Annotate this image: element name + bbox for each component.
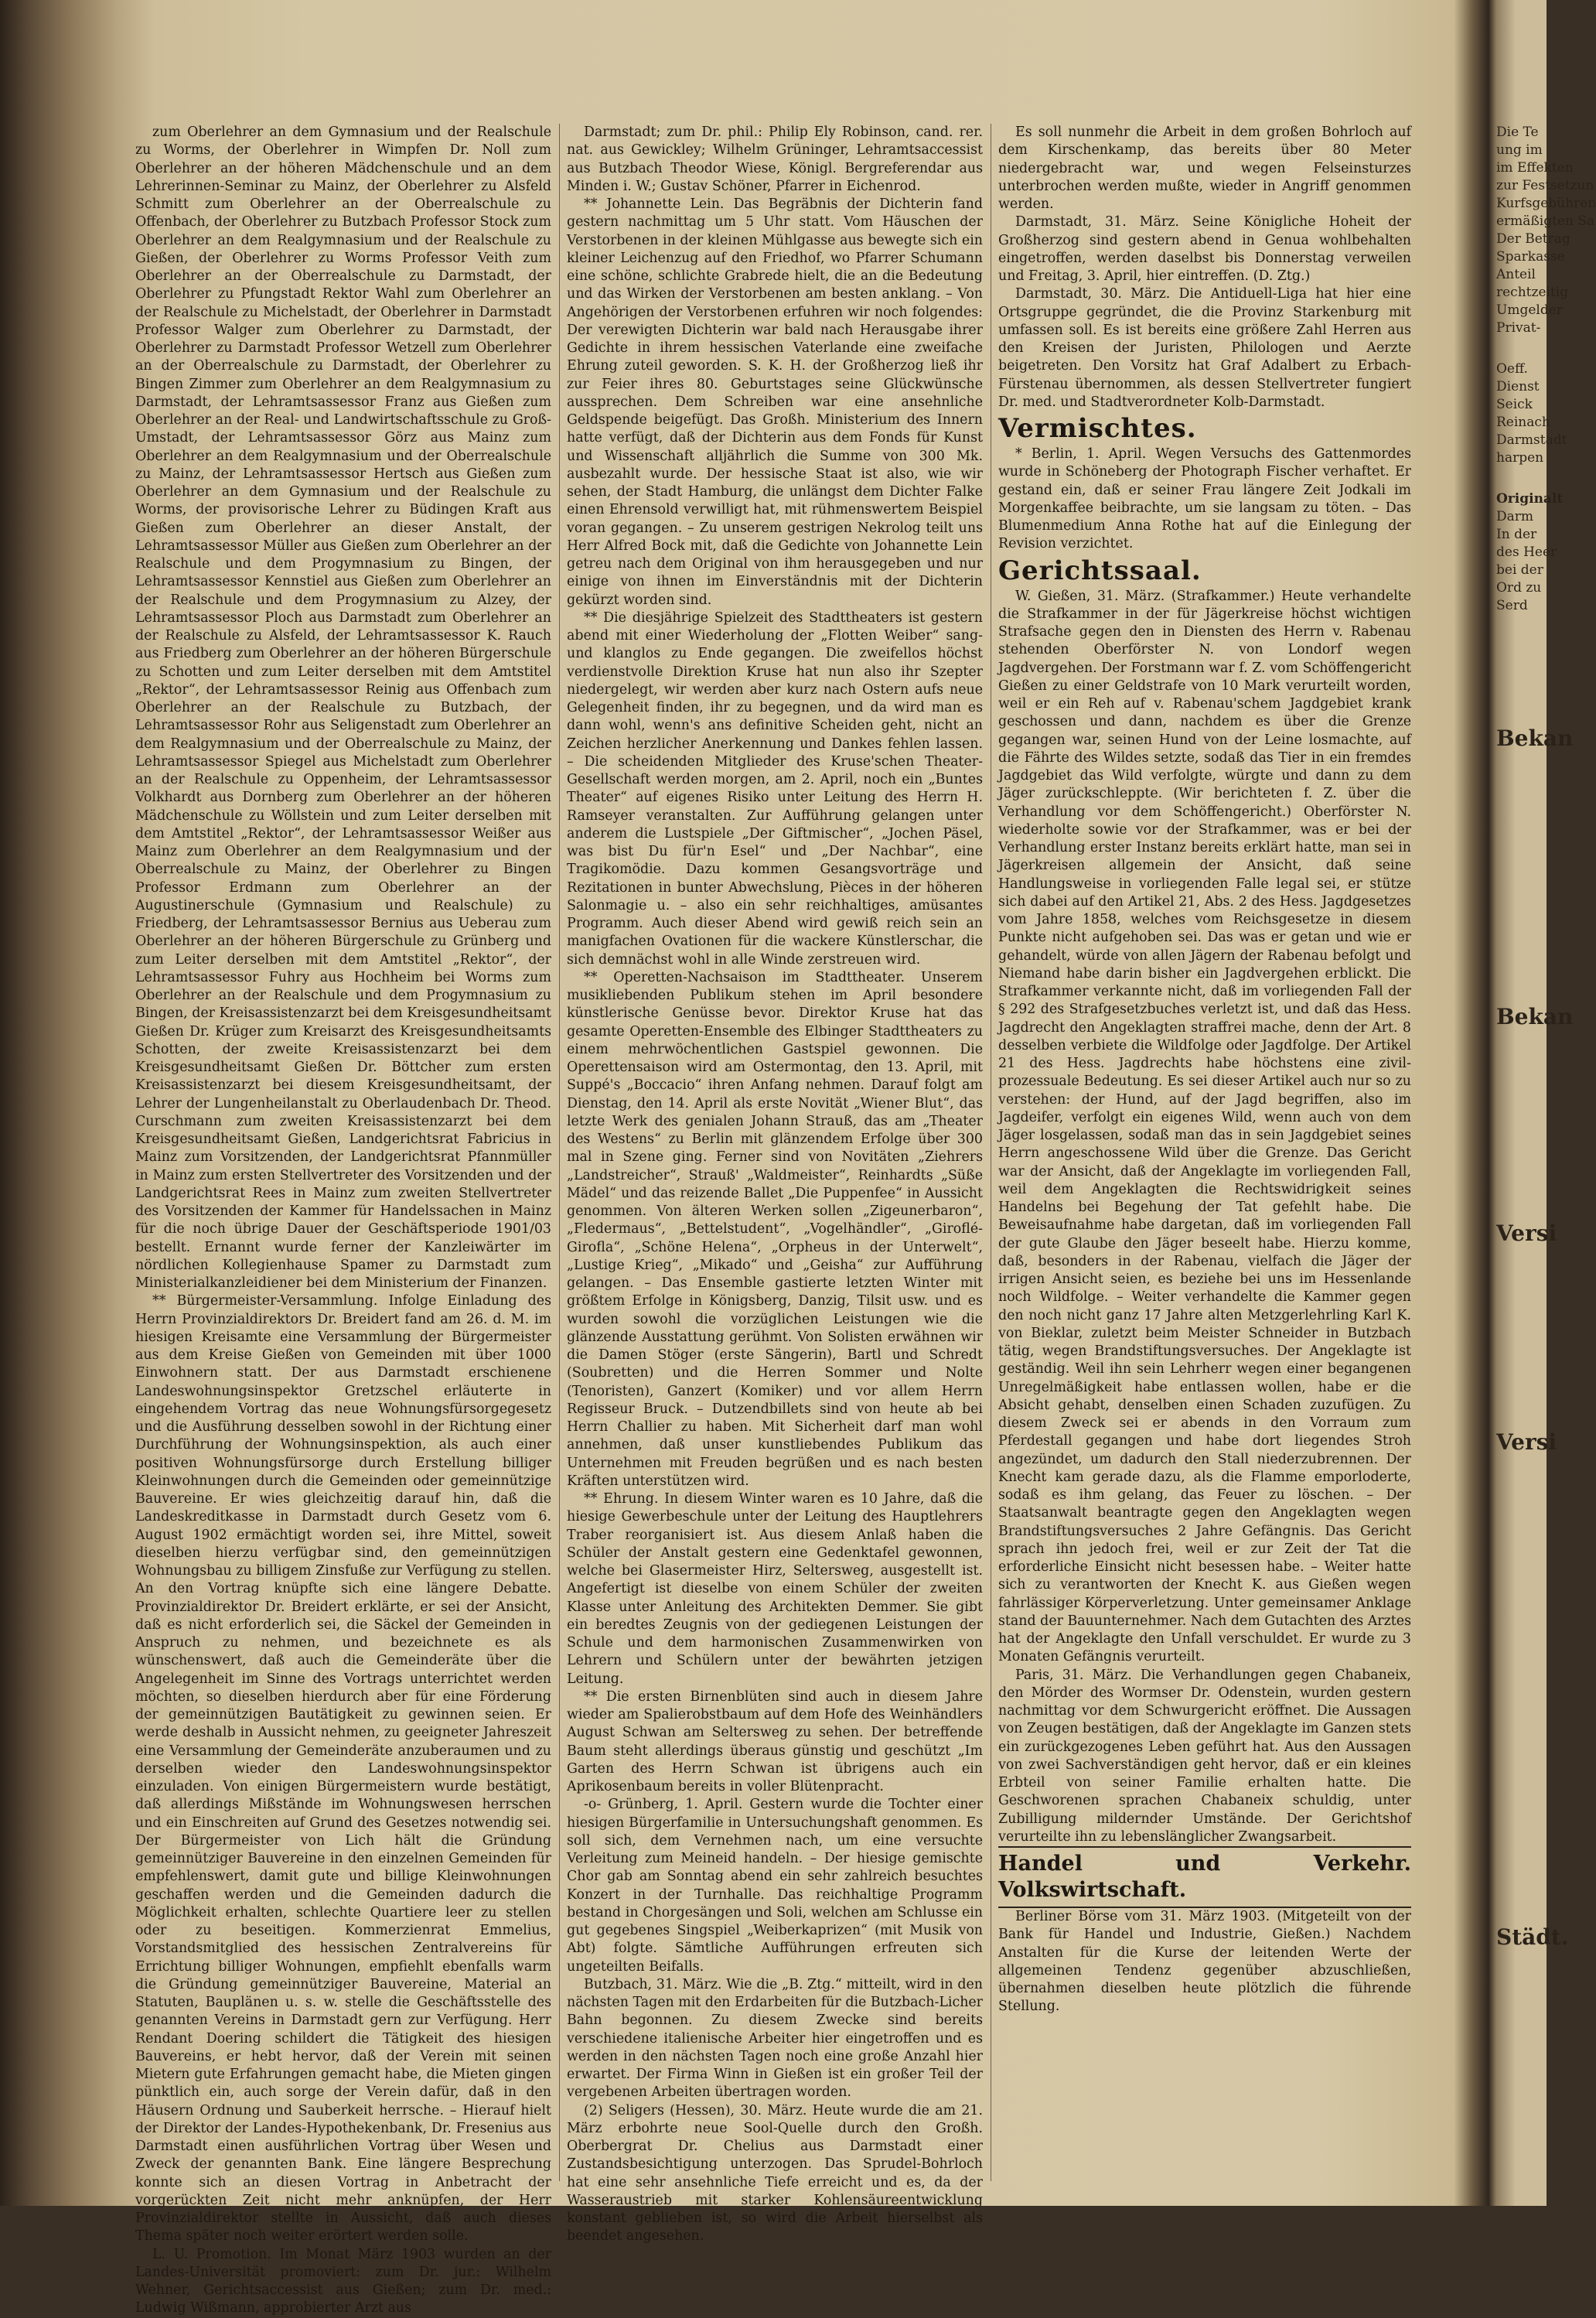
column-1 <box>135 124 552 2316</box>
article-operetten: ** Operetten-Nachsaison im Stadttheater. Unserem musikliebenden Publikum stehen im April besondere künstlerische Genüsse bevor. Direktor Kruse hat das gesamte Operetten-Ensemble des Elbinger Stadttheaters zu einem mehrwöchentlichen Gastspiel gewonnen. Die Operettensaison wird am Ostermontag, den 13. April, mit Suppé's „Boccacio“ ihren Anfang nehmen. Darauf folgt am Dienstag, den 14. April als erste Novität „Wiener Blut“, das letzte Werk des genialen Johann Strauß, das am „Theater des Westens“ zu Berlin mit glänzendem Erfolge über 300 mal in Szene ging. Ferner sind von Novitäten „Ziehrers „Landstreicher“, Strauß' „Waldmeister“, Reinhardts „Süße Mädel“ und das reizende Ballet „Die Puppenfee“ in Aussicht genommen. Von älteren Werken sollen „Zigeunerbaron“, „Fledermaus“, „Bettelstudent“, „Vogelhändler“, „Giroflé-Girofla“, „Schöne Helena“, „Orpheus in der Unterwelt“, „Lustige Krieg“, „Mikado“ und „Geisha“ zur Aufführung gelangen. – Das Ensemble gastierte letzten Winter mit größtem Erfolge in Königsberg, Danzig, Tilsit usw. und es wurden sowohl die vorzüglichen Leistungen wie die glänzende Ausstattung gerühmt. Von Solisten erwähnen wir die Damen Stöger (erste Sängerin), Bartl und Schredt (Soubretten) und die Herren Sommer und Nolte (Tenoristen), Ganzert (Komiker) und vor allem Herrn Regisseur Bruck. – Dutzendbillets sind von heute ab bei Herrn Challier zu haben. Mit Sicherheit darf man wohl annehmen, daß unser kunstliebendes Publikum das Unternehmen mit Freuden begrüßen und es nach besten Kräften unterstützen wird. <box>567 969 983 1489</box>
article-buergermeister-versammlung: ** Bürgermeister-Versammlung. Infolge Einladung des Herrn Provinzialdirektors Dr. Breidert fand am 26. d. M. im hiesigen Kreisamte eine Versammlung der Bürgermeister aus dem Kreise Gießen von Gemeinden mit über 1000 Einwohnern statt. Der aus Darmstadt erschienene Landeswohnungsinspektor Gretzschel erläuterte in eingehendem Vortrag das neue Wohnungsfürsorgegesetz und die Ausführung desselben sowohl in der Richtung einer Durchführung der Wohnungsinspektion, als auch einer positiven Wohnungsfürsorge durch Erstellung billiger Kleinwohnungen durch die Gemeinden oder gemeinnützige Bauvereine. Er wies gleichzeitig darauf hin, daß die Landeskreditkasse in Darmstadt durch Gesetz vom 6. August 1902 ermächtigt worden sei, ihre Mittel, soweit dieselben hierzu verfügbar sind, den gemeinnützigen Wohnungsbau zu billigem Zinsfuße zur Verfügung zu stellen. An den Vortrag knüpfte sich eine längere Debatte. Provinzialdirektor Dr. Breidert erklärte, er sei der Ansicht, daß es nicht erforderlich sei, die Säckel der Gemeinden in Anspruch zu nehmen, und bezeichnete es als wünschenswert, daß auch die Gemeinderäte über die Angelegenheit im Sinne des Vortrags unterrichtet werden möchten, so dieselben hierdurch aber für eine Förderung der gemeinnützigen Bautätigkeit zu gewinnen seien. Er werde deshalb in Aussicht nehmen, zu geeigneter Jahreszeit eine Versammlung der Gemeinderäte anzuberaumen und zu derselben wieder den Landeswohnungsinspektor einzuladen. Von einigen Bürgermeistern wurde bestätigt, daß allerdings Mißstände im Wohnungswesen herrschen und ein Einschreiten auf Grund des Gesetzes notwendig sei. Der Bürgermeister von Lich hält die Gründung gemeinnütziger Bauvereine in den einzelnen Gemeinden für empfehlenswert, damit gute und billige Kleinwohnungen geschaffen werden und die Gemeinden dadurch die Möglichkeit erhalten, schlechte Quartiere leer zu stellen oder zu beseitigen. Kommerzienrat Emmelius, Vorstandsmitglied des hessischen Zentralvereins für Errichtung billiger Wohnungen, empfiehlt ebenfalls warm die Gründung gemeinnütziger Bauvereine, Material an Statuten, Bauplänen u. s. w. stelle die Geschäftsstelle des genannten Vereins in Darmstadt gern zur Verfügung. Herr Rendant Doering schildert die Tätigkeit des hiesigen Bauvereins, er hebt hervor, daß der Verein mit seinen Mietern gute Erfahrungen gemacht habe, die Mieten gingen pünktlich ein, auch sorge der Verein dafür, daß in den Häusern Ordnung und Sauberkeit herrsche. – Hierauf hielt der Direktor der Landes-Hypothekenbank, Dr. Fresenius aus Darmstadt einen ausführlichen Vortrag über Wesen und Zweck der genannten Bank. Eine längere Besprechung konnte sich an diesen Vortrag in Anbetracht der vorgerückten Zeit nicht mehr anknüpfen, der Herr Provinzialdirektor stellte in Aussicht, daß auch dieses Thema später noch weiter erörtert werden solle. <box>135 1293 551 2245</box>
article-berlin: * Berlin, 1. April. Wegen Versuchs des Gattenmordes wurde in Schöneberg der Photograph Fischer verhaftet. Er gestand ein, daß er seiner Frau längere Zeit Jodkali im Morgenkaffee beibrachte, um sie langsam zu töten. – Das Blumenmedium Anna Rothe hat auf die Einlegung der Revision verzichtet. <box>998 446 1411 552</box>
article-butzbach: Butzbach, 31. März. Wie die „B. Ztg.“ mitteilt, wird in den nächsten Tagen mit den Erdarbeiten für die Butzbach-Licher Bahn begonnen. Zu diesem Zwecke sind bereits verschiedene italienische Arbeiter hier eingetroffen und es werden in den nächsten Tagen noch eine große Anzahl hier erwartet. Der Firma Winn in Gießen ist ein großer Teil der vergebenen Arbeiten übertragen worden. <box>567 1976 983 2101</box>
section-heading-handel: Handel und Verkehr. Volkswirtschaft. <box>998 1846 1411 1908</box>
strip-line: im Effekten <box>1496 160 1574 176</box>
strip-line: Privat- <box>1496 320 1541 336</box>
strip-line: harpen <box>1496 450 1544 466</box>
newspaper-page <box>135 124 1411 2316</box>
strip-line: Originalt <box>1496 491 1564 507</box>
strip-heading: Versi <box>1496 1429 1557 1455</box>
strip-line: Darm <box>1496 509 1534 524</box>
article-stadttheater: ** Die diesjährige Spielzeit des Stadttheaters ist gestern abend mit einer Wiederholung der „Flotten Weiber“ sang- und klanglos zu Ende gegangen. Die zweifellos höchst verdienstvolle Direktion Kruse hat nun also ihr Szepter niedergelegt, wir werden aber kurz nach Ostern aufs neue Gelegenheit finden, ihr zu begegnen, und da wird man es dann wohl, wenn's ans definitive Scheiden geht, nicht an Zeichen herzlicher Anerkennung und Dankes fehlen lassen. – Die scheidenden Mitglieder des Kruse'schen Theater-Gesellschaft werden morgen, am 2. April, noch ein „Buntes Theater“ auf eigenes Risiko unter Leitung des Herrn H. Ramseyer veranstalten. Zur Aufführung gelangen unter anderem die Lustspiele „Der Giftmischer“, „Jochen Päsel, was bist Du für'n Esel“ und „Der Nachbar“, eine Tragikomödie. Dazu kommen Gesangsvorträge und Rezitationen in bunter Abwechslung, Pièces in der höheren Salonmagie u. – also ein sehr reichhaltiges, amüsantes Programm. Auch dieser Abend wird gewiß reich sein an manigfachen Ovationen für die wackere Künstlerschar, die sich demnächst wohl in alle Winde zerstreuen wird. <box>567 609 983 968</box>
strip-line: Anteil <box>1496 267 1536 282</box>
strip-line: bei der <box>1496 562 1543 578</box>
strip-line: Ord zu <box>1496 580 1542 596</box>
article-bohrloch: Es soll nunmehr die Arbeit in dem großen Bohrloch auf dem Kirschenkamp, das bereits über 80 Meter niedergebracht war, und wegen Felseinsturzes unterbrochen werden mußte, wieder in Angriff genommen werden. <box>998 125 1411 212</box>
strip-line: Der Betrag <box>1496 231 1570 247</box>
article-seligers: (2) Seligers (Hessen), 30. März. Heute wurde die am 21. März erbohrte neue Sool-Quelle durch den Großh. Oberbergrat Dr. Chelius aus Darmstadt einer Zustandsbesichtigung unterzogen. Das Sprudel-Bohrloch hat eine sehr ansehnliche Tiefe erreicht und es, da der Wasseraustrieb mit starker Kohlensäureentwicklung konstant geblieben ist, so wird die Arbeit hierselbst als beendet angesehen. <box>567 2102 983 2245</box>
strip-line: Darmstadt <box>1496 432 1567 448</box>
article-boerse: Berliner Börse vom 31. März 1903. (Mitgeteilt von der Bank für Handel und Industrie, Gießen.) Nachdem Anstalten für die Kurse der leitenden Werte der allgemeinen Tendenz gegenüber abzuschließen, übernahmen dieselben heute plötzlich die führende Stellung. <box>998 1909 1411 2015</box>
section-heading-gerichtssaal: Gerichtssaal. <box>998 555 1202 586</box>
section-heading-vermischtes: Vermischtes. <box>998 413 1197 444</box>
strip-line: Dienst <box>1496 379 1540 394</box>
article-gruenberg: -o- Grünberg, 1. April. Gestern wurde die Tochter einer hiesigen Bürgerfamilie in Untersuchungshaft genommen. Es soll sich, dem Vernehmen nach, um eine versuchte Verleitung zum Meineid handeln. – Der hiesige gemischte Chor gab am Sonntag abend ein sehr zahlreich besuchtes Konzert in der Turnhalle. Das reichhaltige Programm bestand in Chorgesängen und Soli, welchen am Schlusse ein gut gegebenes Singspiel „Weiberkaprizen“ (mit Musik von Abt) folgte. Sämtliche Aufführungen erfreuten sich ungeteilten Beifalls. <box>567 1797 983 1975</box>
article-promotion: L. U. Promotion. Im Monat März 1903 wurden an der Landes-Universität promoviert: zum Dr. jur.: Wilhelm Wehner, Gerichtsaccessist aus Gießen; zum Dr. med.: Ludwig Wißmann, approbierter Arzt aus <box>135 2246 551 2316</box>
strip-heading: Städt. <box>1496 1924 1569 1950</box>
strip-line: In der <box>1496 527 1537 542</box>
strip-heading: Bekan <box>1496 725 1574 751</box>
article-appointments: zum Oberlehrer an dem Gymnasium und der Realschule zu Worms, der Oberlehrer in Wimpfen Dr. Noll zum Oberlehrer an der höheren Mädchenschule und an dem Lehrerinnen-Seminar zu Mainz, der Oberlehrer zu Alsfeld Schmitt zum Oberlehrer an der Oberrealschule zu Offenbach, der Oberlehrer zu Butzbach Professor Stock zum Oberlehrer an dem Realgymnasium und der Realschule zu Gießen, der Oberlehrer zu Worms Professor Veith zum Oberlehrer an der Oberrealschule zu Darmstadt, der Oberlehrer zu Pfungstadt Rektor Wahl zum Oberlehrer an der Realschule zu Michelstadt, der Oberlehrer in Darmstadt Professor Walger zum Oberlehrer zu Darmstadt, der Oberlehrer zu Darmstadt Professor Wetzell zum Oberlehrer an der Oberrealschule zu Darmstadt, der Oberlehrer zu Bingen Zimmer zum Oberlehrer an dem Realgymnasium zu Darmstadt, der Lehramtsassessor Franz aus Gießen zum Oberlehrer an der Real- und Landwirtschaftsschule zu Groß-Umstadt, der Lehramtsassessor Görz aus Mainz zum Oberlehrer an dem Realgymnasium und der Oberrealschule zu Mainz, der Lehramtsassessor Hertsch aus Gießen zum Oberlehrer an dem Gymnasium und der Realschule zu Worms, der provisorische Lehrer zu Büdingen Kraft aus Gießen zum Oberlehrer an dieser Anstalt, der Lehramtsassessor Müller aus Gießen zum Oberlehrer an der Realschule und dem Progymnasium zu Bingen, der Lehramtsassessor Kennstiel aus Gießen zum Oberlehrer an der Realschule und dem Progymnasium zu Alzey, der Lehramtsassessor Ploch aus Darmstadt zum Oberlehrer an der Realschule zu Alsfeld, der Lehramtsassessor K. Rauch aus Friedberg zum Oberlehrer an der höheren Bürgerschule zu Schotten und zum Leiter derselben mit dem Amtstitel „Rektor“, der Lehramtsassessor Reinig aus Offenbach zum Oberlehrer an der Realschule zu Butzbach, der Lehramtsassessor Rohr aus Seligenstadt zum Oberlehrer an dem Realgymnasium und der Oberrealschule zu Mainz, der Lehramtsassessor Spiegel aus Michelstadt zum Oberlehrer an der Realschule zu Oppenheim, der Lehramtsassessor Volkhardt aus Dornberg zum Oberlehrer an der höheren Mädchenschule zu Wöllstein und zum Leiter derselben mit dem Amtstitel „Rektor“, der Lehramtsassessor Weißer aus Mainz zum Oberlehrer an dem Realgymnasium und der Oberrealschule zu Mainz, der Oberlehrer zu Bingen Professor Erdmann zum Oberlehrer an der Augustinerschule (Gymnasium und Realschule) zu Friedberg, der Lehramtsassessor Bernius aus Ueberau zum Oberlehrer an der höheren Bürgerschule zu Grünberg und zum Leiter derselben mit dem Amtstitel „Rektor“, der Lehramtsassessor Fuhry aus Hochheim bei Worms zum Oberlehrer an der Realschule und dem Progymnasium zu Bingen, der Kreisassistenzarzt bei dem Kreisgesundheitsamt Gießen Dr. Krüger zum Kreisarzt des Kreisgesundheitsamts Schotten, der zweite Kreisassistenzarzt bei dem Kreisgesundheitsamt Gießen Dr. Böttcher zum ersten Kreisassistenzarzt bei diesem Kreisgesundheitsamt, der Lehrer der Lungenheilanstalt zu Oberlaudenbach Dr. Theod. Curschmann zum zweiten Kreisassistenzarzt bei dem Kreisgesundheitsamt Gießen, Landgerichtsrat Fabricius in Mainz zum Vorsitzenden, der Landgerichtsrat Pfannmüller in Mainz zum ersten Stellvertreter des Vorsitzenden und der Landgerichtsrat Rees in Mainz zum zweiten Stellvertreter des Vorsitzenden der Kammer für Handelssachen in Mainz für die noch übrige Dauer der Geschäftsperiode 1901/03 bestellt. Ernannt wurde ferner der Kanzleiwärter im nördlichen Kollegienhause Spamer zu Darmstadt zum Ministerialkanzleidiener bei dem Ministerium der Finanzen. <box>135 125 552 1291</box>
column-3 <box>998 124 1411 2181</box>
article-darmstadt-grossherzog: Darmstadt, 31. März. Seine Königliche Hoheit der Großherzog sind gestern abend in Genua wohlbehalten eingetroffen, werden daselbst bis Donnerstag verweilen und Freitag, 3. April, hier eintreffen. (D. Ztg.) <box>998 214 1411 284</box>
next-page-strip <box>1496 124 1596 2135</box>
strip-heading: Versi <box>1496 1220 1557 1246</box>
article-promotion-cont: Darmstadt; zum Dr. phil.: Philip Ely Robinson, cand. rer. nat. aus Gewickley; Wilhelm Grüninger, Lehramtsaccessist aus Butzbach Theodor Wiese, Königl. Bergreferendar aus Minden i. W.; Gustav Schöner, Pfarrer in Eichenrod. <box>567 125 983 194</box>
strip-line: Umgelder <box>1496 302 1563 318</box>
strip-line: ung im <box>1496 142 1543 158</box>
article-birnenblueten: ** Die ersten Birnenblüten sind auch in diesem Jahre wieder am Spalierobstbaum auf dem Hofe des Weinhändlers August Schwan am Seltersweg zu sehen. Der betreffende Baum steht allerdings überaus günstig und geschützt „Im Garten des Herrn Schwan ist übrigens auch ein Aprikosenbaum bereits in voller Blütenpracht. <box>567 1688 983 1794</box>
column-2 <box>567 124 983 2245</box>
strip-line: rechtzeitig <box>1496 285 1569 300</box>
strip-line: des Heer <box>1496 545 1557 560</box>
article-antiduell-liga: Darmstadt, 30. März. Die Antiduell-Liga hat hier eine Ortsgruppe gegründet, die die Provinz Starkenburg mit umfassen soll. Es ist bereits eine größere Zahl Herren aus den Kreisen der Juristen, Philologen und Aerzte beigetreten. Den Vorsitz hat Graf Adalbert zu Erbach-Fürstenau übernommen, als dessen Stellvertreter fungiert Dr. med. und Stadtverordneter Kolb-Darmstadt. <box>998 286 1411 410</box>
strip-line: Reinach <box>1496 415 1550 430</box>
strip-line: ermäßigten Sa <box>1496 213 1595 229</box>
article-ehrung: ** Ehrung. In diesem Winter waren es 10 Jahre, daß die hiesige Gewerbeschule unter der Leitung des Hauptlehrers Traber reorganisiert ist. Aus diesem Anlaß haben die Schüler der Anstalt gestern eine Gedenktafel gewonnen, welche bei Glasermeister Hirz, Seltersweg, ausgestellt ist. Angefertigt ist dieselbe von einem Schüler der zweiten Klasse unter Anleitung des Architekten Demmer. Sie gibt ein beredtes Zeugnis von der gediegenen Leistungen der Schule und dem harmonischen Zusammenwirken von Lehrern und Schülern unter der bewährten jetzigen Leitung. <box>567 1491 983 1687</box>
column-rule <box>559 124 560 2181</box>
strip-line: Oeff. <box>1496 361 1528 377</box>
strip-line: zur Festsetzun <box>1496 178 1594 193</box>
article-strafkammer: W. Gießen, 31. März. (Strafkammer.) Heute verhandelte die Strafkammer in der für Jägerkreise höchst wichtigen Strafsache gegen den in Diensten des Herrn v. Rabenau stehenden Oberförster N. von Londorf wegen Jagdvergehen. Der Forstmann war f. Z. vom Schöffengericht Gießen zu einer Geldstrafe von 10 Mark verurteilt worden, weil er ein Reh auf v. Rabenau'schem Jagdgebiet krank geschossen und dann, nachdem es über die Grenze gegangen war, seinen Hund von der Leine losmachte, auf die Fährte des Wildes setzte, sodaß das Tier in ein fremdes Jagdgebiet das Wild verfolgte, würgte und dann zu dem Jäger zurückschleppte. (Wir berichteten f. Z. über die Verhandlung vor dem Schöffengericht.) Oberförster N. wiederholte sowie vor der Strafkammer, was er bei der Verhandlung erster Instanz bereits erklärt hatte, man sei in Jägerkreisen allgemein der Ansicht, daß seine Handlungsweise in vorliegenden Falle legal sei, er stütze sich dabei auf den Artikel 21, Abs. 2 des Hess. Jagdgesetzes vom Jahre 1858, welches vom Reichsgesetze in diesem Punkte nicht aufgehoben sei. Das was er getan und wie er gehandelt, würde von allen Jägern der Rabenau befolgt und Niemand habe darin bisher ein Jagdvergehen erblickt. Die Strafkammer verkannte nicht, daß im vorliegenden Fall der § 292 des Strafgesetzbuches verletzt ist, und daß das Hess. Jagdrecht den Angeklagten straffrei mache, denn der Art. 8 desselben verbiete die Wildfolge oder Jagdfolge. Der Artikel 21 des Hess. Jagdrechts habe höchstens eine zivil-prozessuale Bedeutung. Es sei dieser Artikel auch nur so zu verstehen: der Hund, auf der Jagd begriffen, also im Jagdeifer, verfolgt ein eigenes Wild, wenn auch von dem Jäger losgelassen, sodaß man das in sein Jagdgebiet seines Herrn angeschossene Wild über die Grenze. Das Gericht war der Ansicht, daß der Angeklagte im vorliegenden Fall, weil dem Angeklagten die Rechtswidrigkeit seines Handelns bei Begehung der Tat gefehlt habe. Die Beweisaufnahme habe dargetan, daß im vorliegenden Fall der gute Glaube den Jäger beseelt habe. Hierzu komme, daß, besonders in der Rabenau, vielfach die Jäger der irrigen Ansicht seien, es beziehe bei uns im Hessenlande noch Wildfolge. – Weiter verhandelte die Kammer gegen den noch nicht ganz 17 Jahre alten Metzgerlehrling Karl K. von Bieklar, zuletzt beim Meister Schneider in Butzbach tätig, wegen Brandstiftungsversuches. Der Angeklagte ist geständig. Weil ihn sein Lehrherr wegen einer begangenen Unregelmäßigkeit habe entlassen wollen, habe er die Absicht gehabt, denselben einen Schaden zuzufügen. Zu diesem Zweck sei er abends in den Vorraum zum Pferdestall gegangen und habe dort liegendes Stroh angezündet, um dadurch den Stall niederzubrennen. Der Knecht kam gerade dazu, als die Flamme emporloderte, sodaß es ihm gelang, das Feuer zu löschen. – Der Staatsanwalt beantragte gegen den Angeklagten wegen Brandstiftungsversuches 2 Jahre Gefängnis. Das Gericht sprach ihn jedoch frei, weil er zur Zeit der Tat die erforderliche Einsicht nicht besessen habe. – Weiter hatte sich zu verantworten der Knecht K. aus Gießen wegen fahrlässiger Körperverletzung. Unter gemeinsamer Anklage stand der Bauunternehmer. Nach dem Gutachten des Arztes hat der Angeklagte den Unfall verschuldet. Er wurde zu 3 Monaten Gefängnis verurteilt. <box>998 588 1411 1665</box>
strip-line: Seick <box>1496 397 1533 412</box>
strip-line: Kurfsgebühren <box>1496 196 1596 211</box>
strip-line: Die Te <box>1496 125 1539 140</box>
strip-heading: Bekan <box>1496 1004 1574 1029</box>
article-johannette-lein: ** Johannette Lein. Das Begräbnis der Dichterin fand gestern nachmittag um 5 Uhr statt. Vom Häuschen der Verstorbenen in der kleinen Mühlgasse aus bewegte sich ein kleiner Leichenzug auf den Friedhof, wo Pfarrer Schumann eine schöne, schlichte Grabrede hielt, die an die Bedeutung und das Wirken der Verstorbenen am besten anklang. – Von Angehörigen der Verstorbenen erfuhren wir noch folgendes: Der verewigten Dichterin war bald nach Herausgabe ihrer Gedichte in ihrem hessischen Vaterlande eine zweifache Ehrung zuteil geworden. S. K. H. der Großherzog ließ ihr zur Feier ihres 80. Geburtstages seine Glückwünsche aussprechen. Dem Schreiben war eine ansehnliche Geldspende beigefügt. Das Großh. Ministerium des Innern hatte verfügt, daß der Dichterin aus dem Fonds für Kunst und Wissenschaft alljährlich die Summe von 300 Mk. ausbezahlt wurde. Der hessische Staat ist also, wie wir sehen, der Stadt Hamburg, die unlängst dem Dichter Falke einen Ehrensold verwilligt hat, mit rühmenswertem Beispiel voran gegangen. – Zu unserem gestrigen Nekrolog teilt uns Herr Alfred Bock mit, daß die Gedichte von Johannette Lein getreu nach dem Original von ihm herausgegeben und nur einige von ihnen im Einverständnis mit der Dichterin gekürzt worden sind. <box>567 196 983 608</box>
article-paris: Paris, 31. März. Die Verhandlungen gegen Chabaneix, den Mörder des Wormser Dr. Odenstein, wurden gestern nachmittag vor dem Schwurgericht eröffnet. Die Aussagen von Zeugen bestätigen, daß der Angeklagte im Ganzen stets ein zurückgezogenes Leben geführt hat. Aus den Aussagen von zwei Sachverständigen geht hervor, daß er ein kleines Erbteil von seiner Familie erhalten hatte. Die Geschworenen sprachen Chabaneix schuldig, unter Zubilligung mildernder Umstände. Der Gerichtshof verurteilte ihn zu lebenslänglicher Zwangsarbeit. <box>998 1667 1411 1845</box>
strip-line: Serd <box>1496 598 1528 613</box>
strip-line: Sparkasse <box>1496 249 1565 265</box>
